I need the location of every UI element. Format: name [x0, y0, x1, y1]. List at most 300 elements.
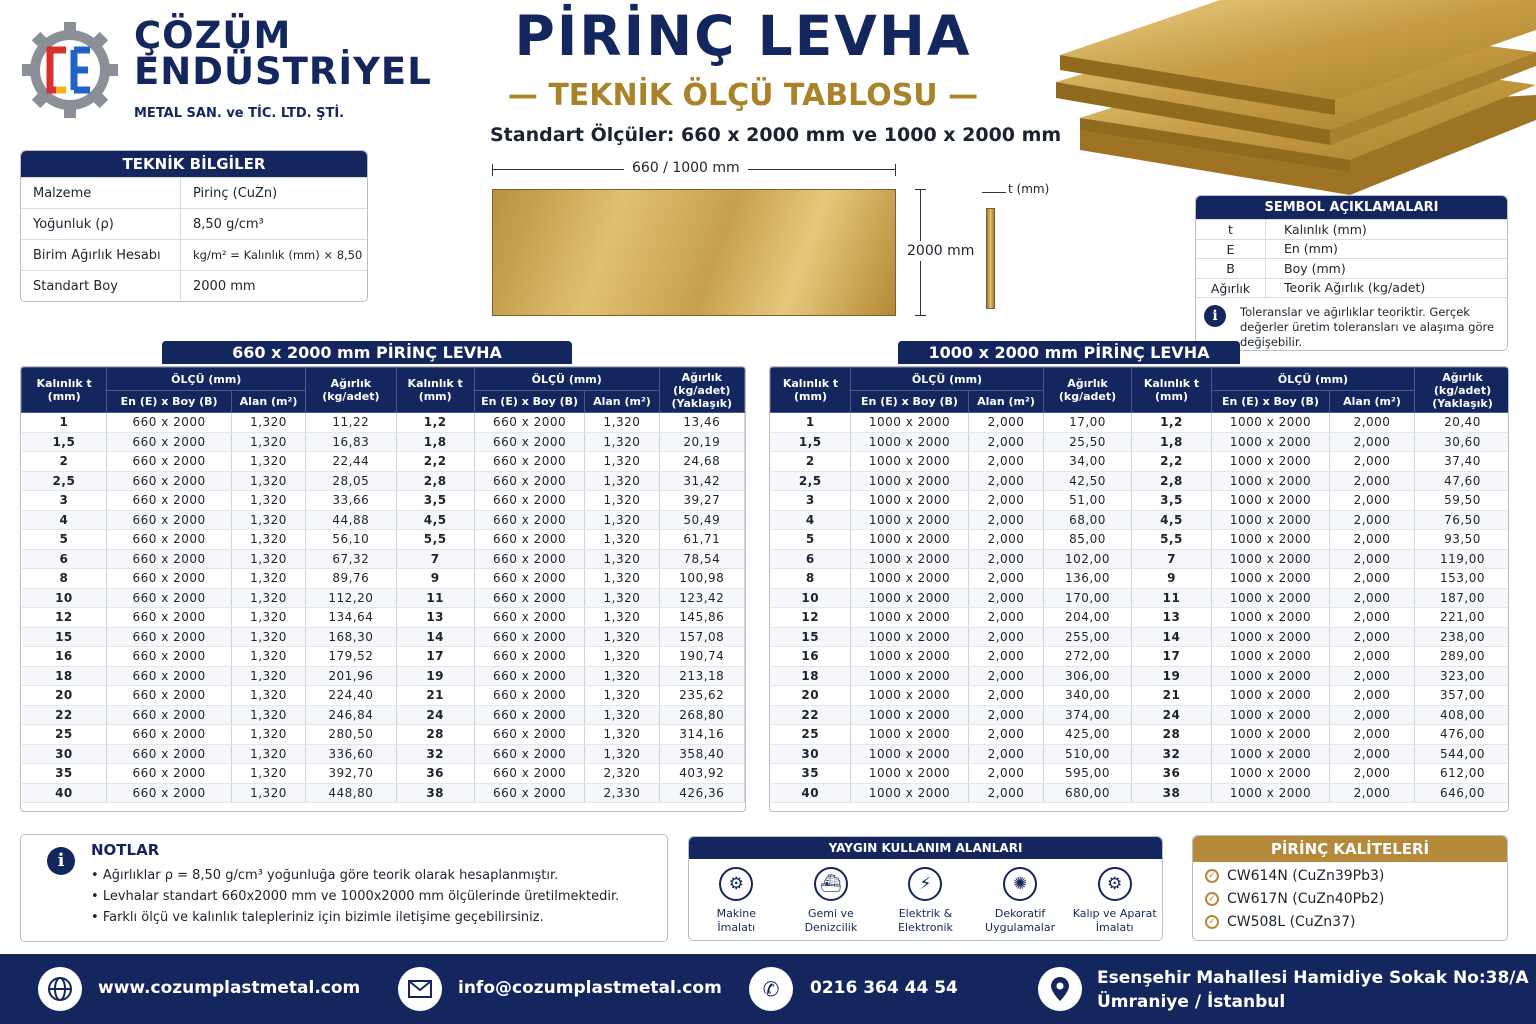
usage-item [786, 867, 876, 935]
weight-cell: 78,54 [659, 549, 744, 569]
area-cell: 2,000 [969, 491, 1044, 511]
weight-cell: 595,00 [1044, 764, 1132, 784]
sheet-edge-diagram [986, 208, 995, 309]
area-cell: 2,000 [969, 686, 1044, 706]
area-cell: 2,000 [969, 627, 1044, 647]
dimension-cell: 660 x 2000 [474, 588, 584, 608]
area-cell: 1,320 [231, 569, 305, 589]
dimension-cell: 1000 x 2000 [851, 744, 969, 764]
table-row [22, 647, 745, 667]
usage-item [880, 867, 970, 935]
area-cell: 2,000 [1330, 530, 1415, 550]
dimension-cell: 660 x 2000 [107, 627, 232, 647]
table-row [22, 432, 745, 452]
dimension-cell: 1000 x 2000 [1212, 452, 1330, 472]
thickness-cell: 18 [771, 666, 851, 686]
thickness-cell: 17 [1132, 647, 1212, 667]
dimension-cell: 1000 x 2000 [851, 725, 969, 745]
col-weight: Ağırlık (kg/adet) [306, 368, 396, 413]
weight-cell: 17,00 [1044, 413, 1132, 433]
quality-item [1193, 865, 1507, 888]
table-row [22, 666, 745, 686]
area-cell: 2,000 [969, 705, 1044, 725]
address-line1: Esenşehir Mahallesi Hamidiye Sokak No:38/A [1097, 968, 1529, 988]
dimension-cell: 1000 x 2000 [1212, 471, 1330, 491]
weight-cell: 20,19 [659, 432, 744, 452]
weight-cell: 272,00 [1044, 647, 1132, 667]
thickness-cell: 1,8 [396, 432, 474, 452]
area-cell: 1,320 [585, 608, 659, 628]
col-en-boy: En (E) x Boy (B) [474, 391, 584, 413]
weight-cell: 238,00 [1415, 627, 1510, 647]
thickness-cell: 16 [771, 647, 851, 667]
col-olcu: ÖLÇÜ (mm) [107, 368, 306, 391]
col-area: Alan (m²) [231, 391, 305, 413]
legend-header: SEMBOL AÇIKLAMALARI [1196, 196, 1507, 219]
weight-cell: 374,00 [1044, 705, 1132, 725]
dimension-cell: 660 x 2000 [107, 764, 232, 784]
area-cell: 1,320 [231, 471, 305, 491]
weight-cell: 408,00 [1415, 705, 1510, 725]
dimension-cell: 660 x 2000 [107, 783, 232, 803]
area-cell: 2,000 [1330, 627, 1415, 647]
dimension-cell: 1000 x 2000 [1212, 549, 1330, 569]
legend-row [1196, 219, 1507, 239]
usage-label: Elektrik & [898, 907, 953, 920]
weight-cell: 145,86 [659, 608, 744, 628]
area-cell: 2,000 [1330, 569, 1415, 589]
weight-cell: 33,66 [306, 491, 396, 511]
usage-header: YAYGIN KULLANIM ALANLARI [689, 837, 1162, 859]
table-row [771, 588, 1510, 608]
weight-cell: 68,00 [1044, 510, 1132, 530]
table-row [22, 764, 745, 784]
table-row [22, 452, 745, 472]
weight-cell: 221,00 [1415, 608, 1510, 628]
notes-list [91, 865, 619, 928]
weight-cell: 476,00 [1415, 725, 1510, 745]
usage-item [975, 867, 1065, 935]
usage-label: Uygulamalar [985, 921, 1056, 934]
thickness-cell: 35 [22, 764, 107, 784]
usage-label: Gemi ve [807, 907, 854, 920]
quality-label: CW617N (CuZn40Pb2) [1227, 891, 1385, 907]
usage-label: Elektronik [898, 921, 953, 934]
legend-row [1196, 278, 1507, 298]
weight-cell: 213,18 [659, 666, 744, 686]
area-cell: 2,320 [585, 764, 659, 784]
thickness-cell: 36 [396, 764, 474, 784]
check-icon: ✓ [1205, 869, 1219, 883]
table-row [22, 744, 745, 764]
thickness-cell: 22 [771, 705, 851, 725]
weight-cell: 246,84 [306, 705, 396, 725]
table-row [771, 686, 1510, 706]
gear-icon: ⚙ [719, 867, 753, 901]
dimension-cell: 660 x 2000 [107, 549, 232, 569]
email-link[interactable]: info@cozumplastmetal.com [458, 978, 722, 998]
thickness-cell: 2,2 [396, 452, 474, 472]
usage-label: İmalatı [1095, 921, 1134, 934]
dimension-cell: 1000 x 2000 [851, 686, 969, 706]
thickness-cell: 8 [22, 569, 107, 589]
weight-cell: 39,27 [659, 491, 744, 511]
area-cell: 2,000 [1330, 764, 1415, 784]
area-cell: 1,320 [585, 725, 659, 745]
area-cell: 1,320 [231, 647, 305, 667]
area-cell: 1,320 [231, 491, 305, 511]
weight-cell: 646,00 [1415, 783, 1510, 803]
area-cell: 2,000 [1330, 471, 1415, 491]
area-cell: 2,000 [969, 764, 1044, 784]
thickness-cell: 18 [22, 666, 107, 686]
table-row [771, 491, 1510, 511]
weight-cell: 119,00 [1415, 549, 1510, 569]
phone-link[interactable]: 0216 364 44 54 [810, 978, 958, 998]
length-label: 2000 mm [907, 243, 975, 259]
thickness-cell: 12 [22, 608, 107, 628]
table-row [771, 666, 1510, 686]
table-row [22, 569, 745, 589]
col-en-boy: En (E) x Boy (B) [851, 391, 969, 413]
dimension-cell: 1000 x 2000 [1212, 588, 1330, 608]
area-cell: 2,000 [969, 608, 1044, 628]
weight-cell: 235,62 [659, 686, 744, 706]
thickness-cell: 14 [1132, 627, 1212, 647]
area-cell: 1,320 [585, 744, 659, 764]
area-cell: 2,000 [1330, 510, 1415, 530]
table-row [22, 491, 745, 511]
tech-key: Standart Boy [21, 271, 181, 301]
decor-icon: ✺ [1003, 867, 1037, 901]
weight-cell: 89,76 [306, 569, 396, 589]
dimension-cell: 1000 x 2000 [851, 608, 969, 628]
area-cell: 2,000 [969, 783, 1044, 803]
dimension-cell: 1000 x 2000 [851, 491, 969, 511]
dimension-cell: 660 x 2000 [474, 608, 584, 628]
weight-cell: 168,30 [306, 627, 396, 647]
area-cell: 1,320 [231, 627, 305, 647]
usage-areas [688, 836, 1163, 941]
area-cell: 2,000 [1330, 744, 1415, 764]
brass-qualities [1192, 835, 1508, 941]
area-cell: 2,000 [1330, 608, 1415, 628]
table-1000-title: 1000 x 2000 mm PİRİNÇ LEVHA [898, 341, 1240, 364]
thickness-cell: 7 [1132, 549, 1212, 569]
table-row [771, 783, 1510, 803]
weight-cell: 76,50 [1415, 510, 1510, 530]
thickness-cell: 2,8 [396, 471, 474, 491]
dimension-cell: 660 x 2000 [474, 627, 584, 647]
table-row [22, 783, 745, 803]
dimension-cell: 660 x 2000 [474, 413, 584, 433]
area-cell: 2,000 [969, 452, 1044, 472]
area-cell: 1,320 [585, 666, 659, 686]
table-row [22, 413, 745, 433]
area-cell: 1,320 [231, 725, 305, 745]
area-cell: 2,000 [1330, 705, 1415, 725]
weight-cell: 201,96 [306, 666, 396, 686]
col-weight: Ağırlık (kg/adet) [1044, 368, 1132, 413]
weight-cell: 22,44 [306, 452, 396, 472]
dimension-cell: 660 x 2000 [474, 510, 584, 530]
table-row [22, 510, 745, 530]
thickness-cell: 2,2 [1132, 452, 1212, 472]
area-cell: 2,000 [969, 725, 1044, 745]
width-label: 660 / 1000 mm [624, 160, 748, 176]
thickness-cell: 22 [22, 705, 107, 725]
weight-cell: 358,40 [659, 744, 744, 764]
dimension-cell: 1000 x 2000 [851, 783, 969, 803]
weight-cell: 403,92 [659, 764, 744, 784]
table-row [22, 549, 745, 569]
thickness-cell: 6 [22, 549, 107, 569]
usage-label: Kalıp ve Aparat [1072, 907, 1157, 920]
legend-note-text: Toleranslar ve ağırlıklar teoriktir. Gerçek değerler üretim toleransları ve alaşıma göre değişebilir. [1240, 305, 1495, 349]
weight-cell: 34,00 [1044, 452, 1132, 472]
dimension-cell: 660 x 2000 [107, 569, 232, 589]
dimension-cell: 660 x 2000 [474, 471, 584, 491]
dimension-cell: 660 x 2000 [474, 432, 584, 452]
col-olcu: ÖLÇÜ (mm) [474, 368, 659, 391]
table-row [771, 569, 1510, 589]
symbol: Ağırlık [1196, 279, 1266, 298]
dimension-cell: 1000 x 2000 [851, 588, 969, 608]
weight-cell: 112,20 [306, 588, 396, 608]
col-en-boy: En (E) x Boy (B) [1212, 391, 1330, 413]
check-icon: ✓ [1205, 892, 1219, 906]
dimension-cell: 660 x 2000 [474, 666, 584, 686]
weight-cell: 56,10 [306, 530, 396, 550]
weight-cell: 44,88 [306, 510, 396, 530]
weight-cell: 392,70 [306, 764, 396, 784]
area-cell: 2,000 [1330, 666, 1415, 686]
company-logo [20, 20, 120, 120]
weight-cell: 426,36 [659, 783, 744, 803]
thickness-cell: 20 [22, 686, 107, 706]
area-cell: 2,000 [1330, 452, 1415, 472]
area-cell: 2,000 [1330, 588, 1415, 608]
area-cell: 1,320 [231, 686, 305, 706]
col-area: Alan (m²) [585, 391, 659, 413]
tech-value: Pirinç (CuZn) [193, 185, 278, 201]
area-cell: 2,000 [969, 413, 1044, 433]
thickness-label: t (mm) [1008, 182, 1050, 196]
area-cell: 1,320 [585, 530, 659, 550]
area-cell: 2,000 [1330, 549, 1415, 569]
company-name-line1: ÇÖZÜM [134, 14, 292, 57]
dimension-cell: 660 x 2000 [474, 783, 584, 803]
dimension-cell: 1000 x 2000 [1212, 608, 1330, 628]
weight-cell: 24,68 [659, 452, 744, 472]
weight-cell: 336,60 [306, 744, 396, 764]
dimension-cell: 1000 x 2000 [1212, 491, 1330, 511]
tech-info-row [21, 177, 367, 208]
length-dimension-line [907, 189, 975, 316]
weight-cell: 153,00 [1415, 569, 1510, 589]
tech-value: kg/m² = Kalınlık (mm) × 8,50 [193, 248, 363, 262]
table-row [22, 530, 745, 550]
dimension-cell: 660 x 2000 [107, 588, 232, 608]
thickness-cell: 10 [771, 588, 851, 608]
weight-cell: 136,00 [1044, 569, 1132, 589]
dimension-cell: 1000 x 2000 [851, 413, 969, 433]
dimension-cell: 660 x 2000 [107, 471, 232, 491]
globe-icon [38, 967, 82, 1011]
area-cell: 1,320 [585, 432, 659, 452]
dimension-cell: 660 x 2000 [474, 686, 584, 706]
table-row [771, 725, 1510, 745]
area-cell: 1,320 [585, 569, 659, 589]
area-cell: 1,320 [585, 491, 659, 511]
dimension-cell: 660 x 2000 [107, 744, 232, 764]
thickness-cell: 1,2 [396, 413, 474, 433]
weight-cell: 314,16 [659, 725, 744, 745]
thickness-cell: 19 [1132, 666, 1212, 686]
weight-cell: 170,00 [1044, 588, 1132, 608]
website-link[interactable]: www.cozumplastmetal.com [98, 978, 361, 998]
dimension-cell: 1000 x 2000 [1212, 764, 1330, 784]
thickness-cell: 13 [1132, 608, 1212, 628]
area-cell: 2,000 [969, 549, 1044, 569]
area-cell: 2,000 [969, 569, 1044, 589]
dimension-cell: 660 x 2000 [107, 452, 232, 472]
area-cell: 1,320 [231, 549, 305, 569]
thickness-cell: 2,8 [1132, 471, 1212, 491]
legend-row [1196, 239, 1507, 259]
area-cell: 2,000 [1330, 491, 1415, 511]
dimension-cell: 1000 x 2000 [851, 666, 969, 686]
area-cell: 2,000 [969, 471, 1044, 491]
area-cell: 1,320 [231, 530, 305, 550]
area-cell: 1,320 [231, 413, 305, 433]
table-row [22, 471, 745, 491]
thickness-cell: 4,5 [1132, 510, 1212, 530]
tech-info-row [21, 270, 367, 301]
dimension-cell: 660 x 2000 [474, 647, 584, 667]
table-row [771, 647, 1510, 667]
table-row [771, 549, 1510, 569]
table-row [771, 510, 1510, 530]
symbol-desc: Teorik Ağırlık (kg/adet) [1284, 280, 1426, 296]
thickness-cell: 8 [771, 569, 851, 589]
table-1000 [769, 366, 1509, 812]
quality-label: CW508L (CuZn37) [1227, 914, 1356, 930]
dimension-cell: 660 x 2000 [107, 686, 232, 706]
dimension-cell: 660 x 2000 [107, 666, 232, 686]
weight-cell: 42,50 [1044, 471, 1132, 491]
area-cell: 2,000 [1330, 783, 1415, 803]
weight-cell: 340,00 [1044, 686, 1132, 706]
area-cell: 2,000 [969, 530, 1044, 550]
dimension-cell: 660 x 2000 [474, 725, 584, 745]
dimension-cell: 1000 x 2000 [1212, 510, 1330, 530]
area-cell: 1,320 [231, 764, 305, 784]
weight-cell: 204,00 [1044, 608, 1132, 628]
area-cell: 1,320 [231, 783, 305, 803]
dimension-cell: 660 x 2000 [107, 725, 232, 745]
dimension-cell: 1000 x 2000 [851, 452, 969, 472]
weight-cell: 323,00 [1415, 666, 1510, 686]
thickness-cell: 3,5 [1132, 491, 1212, 511]
thickness-cell: 28 [1132, 725, 1212, 745]
thickness-cell: 1 [22, 413, 107, 433]
thickness-cell: 40 [771, 783, 851, 803]
table-row [771, 627, 1510, 647]
dimension-cell: 1000 x 2000 [1212, 744, 1330, 764]
dimension-cell: 1000 x 2000 [1212, 627, 1330, 647]
thickness-cell: 4 [771, 510, 851, 530]
table-660 [20, 366, 746, 812]
dimension-cell: 660 x 2000 [107, 491, 232, 511]
table-row [22, 686, 745, 706]
weight-cell: 28,05 [306, 471, 396, 491]
weight-cell: 268,80 [659, 705, 744, 725]
weight-cell: 13,46 [659, 413, 744, 433]
symbol: E [1196, 240, 1266, 259]
table-row [22, 725, 745, 745]
col-olcu: ÖLÇÜ (mm) [851, 368, 1044, 391]
dimension-cell: 1000 x 2000 [851, 627, 969, 647]
weight-cell: 357,00 [1415, 686, 1510, 706]
dimension-cell: 660 x 2000 [474, 705, 584, 725]
thickness-cell: 19 [396, 666, 474, 686]
area-cell: 1,320 [585, 705, 659, 725]
tech-key: Birim Ağırlık Hesabı [21, 240, 181, 270]
dimension-cell: 1000 x 2000 [851, 432, 969, 452]
thickness-cell: 21 [1132, 686, 1212, 706]
thickness-cell: 4,5 [396, 510, 474, 530]
thickness-cell: 11 [1132, 588, 1212, 608]
thickness-cell: 16 [22, 647, 107, 667]
area-cell: 1,320 [585, 647, 659, 667]
table-row [771, 608, 1510, 628]
quality-item [1193, 911, 1507, 934]
weight-cell: 93,50 [1415, 530, 1510, 550]
phone-icon: ✆ [749, 967, 793, 1011]
company-name [134, 14, 432, 93]
location-pin-icon [1038, 967, 1082, 1011]
tech-value: 8,50 g/cm³ [193, 216, 264, 232]
area-cell: 1,320 [231, 666, 305, 686]
dimension-cell: 1000 x 2000 [1212, 705, 1330, 725]
weight-cell: 179,52 [306, 647, 396, 667]
area-cell: 2,000 [969, 647, 1044, 667]
legend-note [1196, 297, 1507, 357]
thickness-cell: 35 [771, 764, 851, 784]
dimension-cell: 1000 x 2000 [851, 549, 969, 569]
col-thickness: Kalınlık t (mm) [1132, 368, 1212, 413]
col-area: Alan (m²) [969, 391, 1044, 413]
dimension-cell: 1000 x 2000 [1212, 569, 1330, 589]
weight-cell: 30,60 [1415, 432, 1510, 452]
dimension-cell: 660 x 2000 [474, 744, 584, 764]
dimension-cell: 1000 x 2000 [1212, 783, 1330, 803]
thickness-cell: 25 [771, 725, 851, 745]
mail-icon [398, 967, 442, 1011]
area-cell: 1,320 [585, 686, 659, 706]
thickness-cell: 1,5 [771, 432, 851, 452]
thickness-cell: 5,5 [1132, 530, 1212, 550]
thickness-cell: 2 [771, 452, 851, 472]
dimension-cell: 1000 x 2000 [851, 530, 969, 550]
thickness-cell: 2 [22, 452, 107, 472]
thickness-cell: 24 [1132, 705, 1212, 725]
weight-cell: 134,64 [306, 608, 396, 628]
table-row [771, 705, 1510, 725]
quality-label: CW614N (CuZn39Pb3) [1227, 868, 1385, 884]
usage-label: İmalatı [717, 921, 756, 934]
